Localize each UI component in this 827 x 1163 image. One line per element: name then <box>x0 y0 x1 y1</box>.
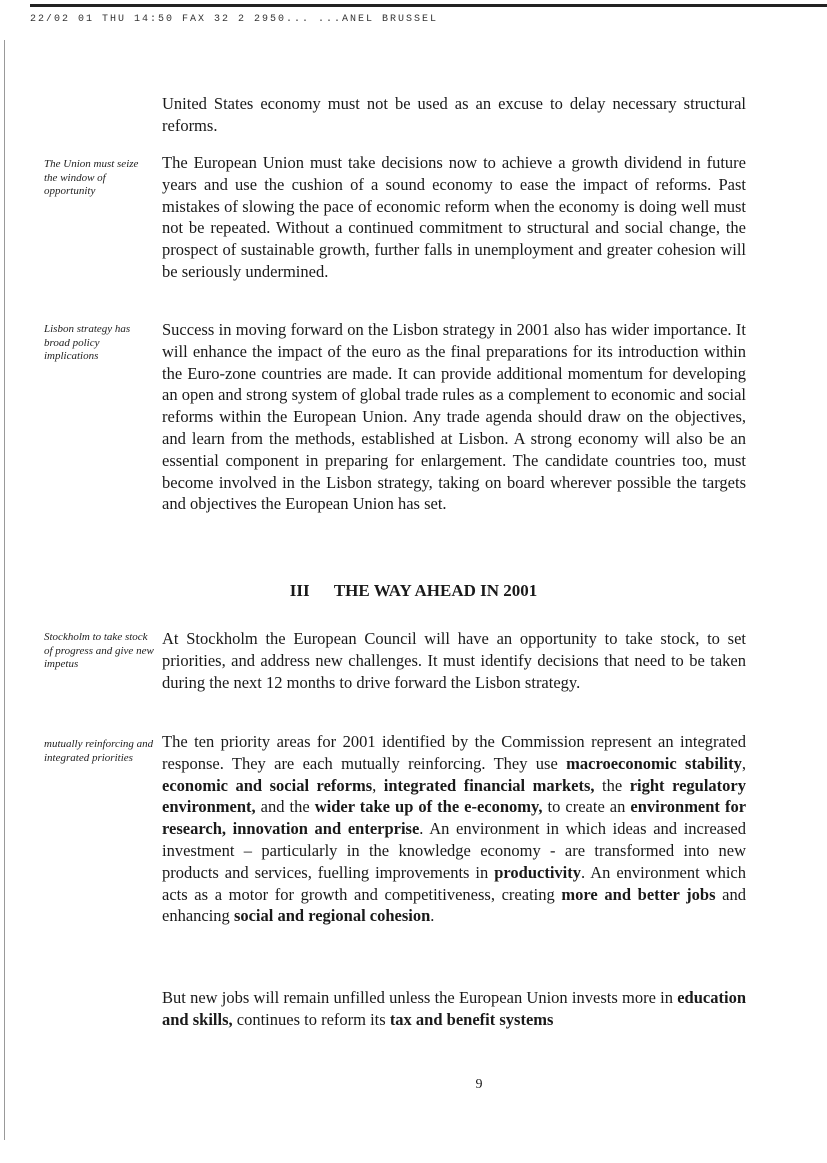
paragraph-structural-reforms: United States economy must not be used as an excuse to delay necessary structural reforms. <box>162 94 746 135</box>
term-financial-markets: integrated financial markets, <box>383 775 595 795</box>
side-note-lisbon: Lisbon strategy has broad policy implications <box>44 323 131 362</box>
fax-header: 22/02 01 THU 14:50 FAX 32 2 2950... ...ANEL BRUSSEL <box>30 14 439 25</box>
term-research: environment for research, innovation and enterprise <box>162 797 747 839</box>
term-macro-stability: macroeconomic stability <box>566 753 742 773</box>
term-reforms: economic and social reforms <box>162 775 373 795</box>
paragraph-stockholm: At Stockholm the European Council will have an opportunity to take stock, to set priorities, and address new challenges. It must identify decisions that need to be taken during the next 12 months to drive forward the Lisbon strategy. <box>162 629 746 692</box>
section-heading <box>0 581 827 601</box>
term-tax-benefit: tax and benefit systems <box>389 1009 554 1029</box>
fax-top-rule <box>30 4 827 7</box>
side-note-stockholm: Stockholm to take stock of progress and give new impetus <box>44 631 154 670</box>
side-note-window: The Union must seize the window of opportunity <box>44 158 139 197</box>
paragraph-lisbon-strategy: Success in moving forward on the Lisbon strategy in 2001 also has wider importance. It will enhance the impact of the euro as the final preparations for its introduction within the Euro-zone countries are made. It can provide additional momentum for developing an open and strong system of global trade rules as a complement to economic and social reforms within the European Union. Any trade agenda should draw on the objectives, and learn from the methods, established at Lisbon. A strong economy will also be an essential component in preparing for enlargement. The candidate countries too, must become involved in the Lisbon strategy, taking on board wherever possible the targets and objectives the European Union has set. <box>162 320 746 514</box>
paragraph-priority-areas: The ten priority areas for 2001 identified by the Commission represent an integrated response. They are each mutually reinforcing. They use macroeconomic stability, economic and social reforms, integrated financial markets, the right regulatory environment, and the wider take up of the e-economy, to create an environment for research, innovation and enterprise. An environment in which ideas and increased investment – particularly in the knowledge economy - are transformed into new products and services, fuelling improvements in productivity. An environment which acts as a motor for growth and competitiveness, creating more and better jobs and enhancing social and regional cohesion. <box>162 732 747 926</box>
term-jobs: more and better jobs <box>561 884 716 904</box>
term-e-economy: wider take up of the e-economy, <box>314 797 543 817</box>
term-education: education and skills, <box>162 988 746 1029</box>
page-number: 9 <box>475 1077 483 1092</box>
side-note-priorities: mutually reinforcing and integrated priorities <box>44 738 154 764</box>
paragraph-new-jobs: But new jobs will remain unfilled unless the European Union invests more in education and skills, continues to reform its tax and benefit systems <box>162 988 746 1029</box>
term-cohesion: social and regional cohesion <box>233 906 431 926</box>
paragraph-growth-dividend: The European Union must take decisions now to achieve a growth dividend in future years and use the cushion of a sound economy to ease the impact of reforms. Past mistakes of slowing the pace of economic reform when the economy is doing well must not be repeated. Without a continued commitment to structural and social change, the prospect of sustainable growth, further falls in unemployment and greater cohesion will be seriously undermined. <box>162 153 746 281</box>
section-number: III <box>289 581 310 600</box>
section-title: THE WAY AHEAD IN 2001 <box>333 581 538 600</box>
term-productivity: productivity <box>494 862 582 882</box>
term-regulatory: right regulatory environment, <box>162 775 746 817</box>
